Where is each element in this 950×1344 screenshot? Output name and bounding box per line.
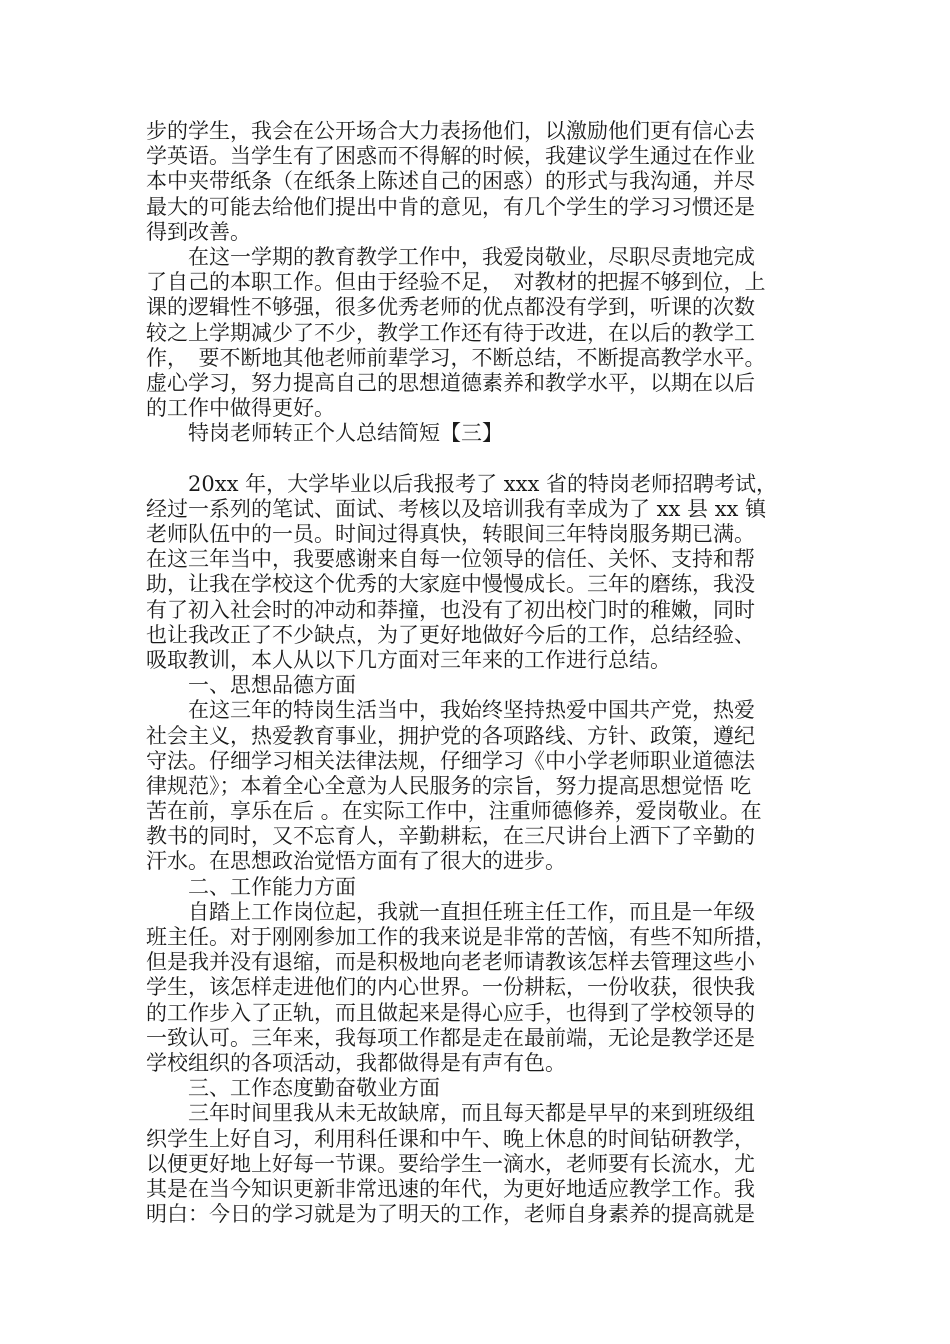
text-line: 三、工作态度勤奋敬业方面 bbox=[146, 1076, 440, 1101]
text-line: 苦在前，享乐在后 。在实际工作中，注重师德修养，爱岗敬业。在 bbox=[146, 799, 762, 824]
text-line: 一、思想品德方面 bbox=[146, 673, 356, 698]
text-line: 本中夹带纸条（在纸条上陈述自己的困惑）的形式与我沟通，并尽 bbox=[146, 169, 755, 194]
text-line: 步的学生，我会在公开场合大力表扬他们，以激励他们更有信心去 bbox=[146, 119, 755, 143]
text-line: 得到改善。 bbox=[146, 219, 251, 244]
text-line: 其是在当今知识更新非常迅速的年代，为更好地适应教学工作。我 bbox=[146, 1176, 755, 1201]
text-line: 最大的可能去给他们提出中肯的意见，有几个学生的学习习惯还是 bbox=[146, 194, 755, 219]
text-line: 守法。仔细学习相关法律法规，仔细学习《中小学老师职业道德法 bbox=[146, 748, 755, 773]
text-line: 有了初入社会时的冲动和莽撞，也没有了初出校门时的稚嫩，同时 bbox=[146, 597, 755, 622]
text-line: 较之上学期减少了不少，教学工作还有待于改进，在以后的教学工 bbox=[146, 320, 755, 345]
text-line: 二、工作能力方面 bbox=[146, 874, 356, 899]
text-line: 班主任。对于刚刚参加工作的我来说是非常的苦恼，有些不知所措， bbox=[146, 925, 776, 949]
text-line: 了自己的本职工作。但由于经验不足， 对教材的把握不够到位，上 bbox=[146, 270, 766, 295]
text-line: 汗水。在思想政治觉悟方面有了很大的进步。 bbox=[146, 849, 566, 874]
text-line: 作， 要不断地其他老师前辈学习，不断总结，不断提高教学水平。 bbox=[146, 345, 766, 370]
text-line: 在这三年的特岗生活当中，我始终坚持热爱中国共产党，热爱 bbox=[146, 698, 755, 723]
text-line: 明白：今日的学习就是为了明天的工作，老师自身素养的提高就是 bbox=[146, 1202, 755, 1227]
text-line: 但是我并没有退缩，而是积极地向老老师请教该怎样去管理这些小 bbox=[146, 950, 755, 975]
text-line: 20xx 年，大学毕业以后我报考了 xxx 省的特岗老师招聘考试， bbox=[146, 471, 777, 496]
text-line: 虚心学习，努力提高自己的思想道德素养和教学水平，以期在以后 bbox=[146, 370, 755, 395]
text-line: 的工作中做得更好。 bbox=[146, 396, 335, 421]
text-line: 在这三年当中，我要感谢来自每一位领导的信任、关怀、支持和帮 bbox=[146, 547, 755, 572]
blank-line bbox=[146, 446, 810, 471]
text-line: 织学生上好自习，利用科任课和中午、晚上休息的时间钻研教学， bbox=[146, 1126, 755, 1151]
text-line: 一致认可。三年来，我每项工作都是走在最前端，无论是教学还是 bbox=[146, 1025, 755, 1050]
text-line: 教书的同时，又不忘育人，辛勤耕耘，在三尺讲台上洒下了辛勤的 bbox=[146, 824, 755, 849]
document-body bbox=[146, 119, 810, 1227]
text-line: 学生，该怎样走进他们的内心世界。一份耕耘，一份收获，很快我 bbox=[146, 975, 755, 1000]
text-line: 自踏上工作岗位起，我就一直担任班主任工作，而且是一年级 bbox=[146, 899, 755, 924]
text-line: 学英语。当学生有了困惑而不得解的时候，我建议学生通过在作业 bbox=[146, 144, 755, 169]
text-line: 以便更好地上好每一节课。要给学生一滴水，老师要有长流水，尤 bbox=[146, 1151, 755, 1176]
text-line: 律规范》；本着全心全意为人民服务的宗旨，努力提高思想觉悟 吃 bbox=[146, 773, 752, 798]
text-line: 的工作步入了正轨，而且做起来是得心应手，也得到了学校领导的 bbox=[146, 1000, 755, 1025]
text-line: 课的逻辑性不够强，很多优秀老师的优点都没有学到，听课的次数 bbox=[146, 295, 755, 320]
text-line: 特岗老师转正个人总结简短【三】 bbox=[146, 421, 503, 446]
text-line: 三年时间里我从未无故缺席，而且每天都是早早的来到班级组 bbox=[146, 1101, 755, 1126]
text-line: 社会主义，热爱教育事业，拥护党的各项路线、方针、政策，遵纪 bbox=[146, 723, 755, 748]
text-line: 也让我改正了不少缺点，为了更好地做好今后的工作，总结经验、 bbox=[146, 622, 755, 647]
text-line: 吸取教训，本人从以下几方面对三年来的工作进行总结。 bbox=[146, 647, 671, 672]
text-line: 助，让我在学校这个优秀的大家庭中慢慢成长。三年的磨练，我没 bbox=[146, 572, 755, 597]
text-line: 在这一学期的教育教学工作中，我爱岗敬业，尽职尽责地完成 bbox=[146, 244, 755, 269]
text-line: 学校组织的各项活动，我都做得是有声有色。 bbox=[146, 1050, 566, 1075]
text-line: 经过一系列的笔试、面试、考核以及培训我有幸成为了 xx 县 xx 镇 bbox=[146, 496, 767, 521]
text-line: 老师队伍中的一员。时间过得真快，转眼间三年特岗服务期已满。 bbox=[146, 522, 755, 546]
